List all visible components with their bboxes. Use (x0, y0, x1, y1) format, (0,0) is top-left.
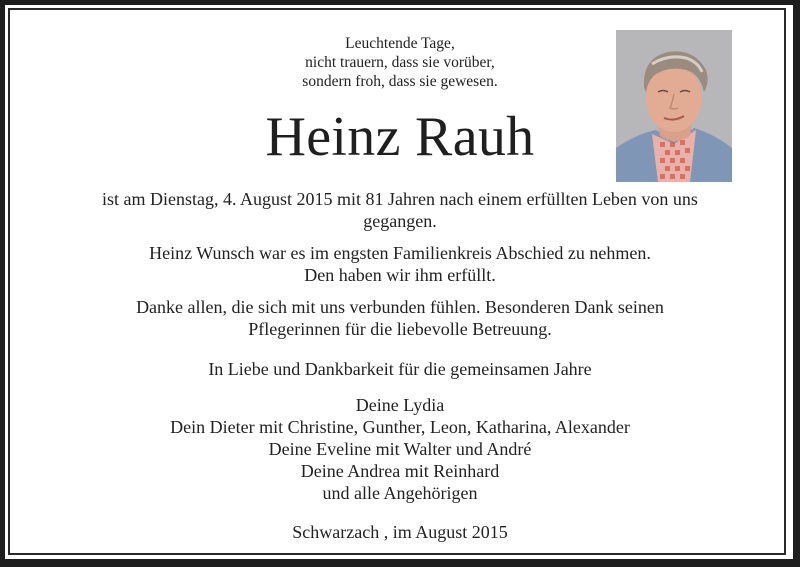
mourner-line-5: und alle Angehörigen (322, 483, 478, 503)
deceased-name: Heinz Rauh (265, 106, 535, 168)
mourner-line-3: Deine Eveline mit Walter und André (268, 439, 532, 459)
wish-line-1: Heinz Wunsch war es im engsten Familienkreis Abschied zu nehmen. (149, 243, 651, 263)
wish-line-2: Den haben wir ihm erfüllt. (304, 265, 496, 285)
place-date: Schwarzach , im August 2015 (292, 522, 508, 542)
verse-line-3: sondern froh, dass sie gewesen. (302, 73, 498, 90)
thanks-line-2: Pflegerinnen für die liebevolle Betreuung. (248, 319, 552, 339)
portrait-photo-icon (616, 30, 732, 182)
verse-line-2: nicht trauern, dass sie vorüber, (305, 54, 495, 71)
mourner-line-1: Deine Lydia (355, 395, 445, 415)
closing-line: In Liebe und Dankbarkeit für die gemeinsamen Jahre (208, 359, 592, 379)
announcement-line-2: gegangen. (363, 211, 437, 231)
announcement-line-1: ist am Dienstag, 4. August 2015 mit 81 Jahren nach einem erfüllten Leben von uns (102, 189, 698, 209)
mourner-line-2: Dein Dieter mit Christine, Gunther, Leon, Katharina, Alexander (170, 417, 630, 437)
thanks-line-1: Danke allen, die sich mit uns verbunden fühlen. Besonderen Dank seinen (136, 297, 664, 317)
verse-line-1: Leuchtende Tage, (345, 35, 455, 52)
mourner-line-4: Deine Andrea mit Reinhard (300, 461, 500, 481)
portrait-photo (616, 30, 732, 182)
